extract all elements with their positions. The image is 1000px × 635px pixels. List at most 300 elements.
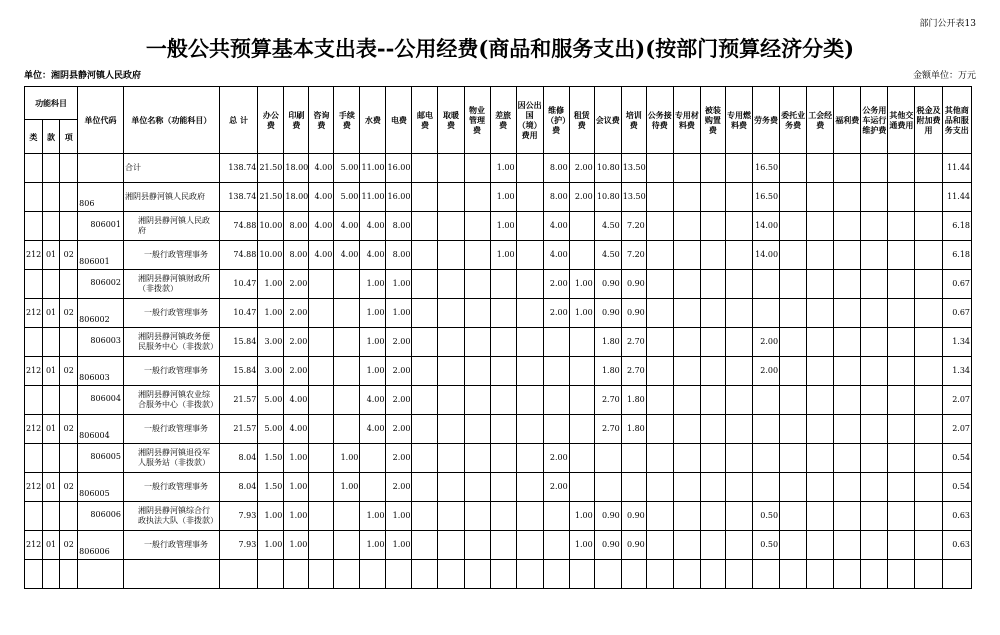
cell-value: 0.54 — [942, 473, 971, 502]
cell-lei: 212 — [25, 357, 43, 386]
table-row — [25, 270, 972, 299]
cell-value: 7.20 — [621, 241, 646, 270]
cell-value — [464, 270, 490, 299]
cell-value: 2.00 — [569, 154, 594, 183]
cell-value: 0.90 — [594, 531, 621, 560]
table-row — [25, 473, 972, 502]
cell-value — [834, 386, 861, 415]
cell-value: 3.00 — [258, 357, 284, 386]
cell-value: 11.44 — [942, 183, 971, 212]
cell-value: 2.00 — [284, 357, 309, 386]
cell-unit-code: 806003 — [78, 357, 124, 386]
cell-value — [861, 241, 888, 270]
cell-value: 0.90 — [621, 502, 646, 531]
cell-value — [753, 444, 780, 473]
cell-value — [438, 270, 464, 299]
cell-value — [861, 444, 888, 473]
cell-value: 16.00 — [386, 183, 412, 212]
cell-value — [700, 444, 725, 473]
cell-value — [888, 299, 915, 328]
cell-kuan — [42, 444, 60, 473]
cell-value — [438, 357, 464, 386]
cell-value — [807, 328, 834, 357]
cell-value: 8.00 — [386, 212, 412, 241]
cell-value: 1.00 — [569, 502, 594, 531]
cell-value — [888, 154, 915, 183]
cell-value: 1.00 — [258, 270, 284, 299]
cell-unit-name: 一般行政管理事务 — [123, 531, 219, 560]
header-kuan: 款 — [42, 120, 60, 154]
cell-value — [888, 531, 915, 560]
cell-value: 11.44 — [942, 154, 971, 183]
cell-value: 10.80 — [594, 154, 621, 183]
cell-value: 18.00 — [284, 154, 309, 183]
cell-value — [334, 502, 360, 531]
cell-lei — [25, 183, 43, 212]
cell-xiang — [60, 154, 78, 183]
cell-value — [834, 183, 861, 212]
cell-value — [807, 299, 834, 328]
cell-value: 2.00 — [386, 386, 412, 415]
cell-value — [725, 328, 752, 357]
cell-value — [915, 212, 942, 241]
cell-value — [569, 473, 594, 502]
cell-value — [807, 415, 834, 444]
cell-value — [543, 328, 569, 357]
cell-value — [569, 444, 594, 473]
header-col-11: 维修（护）费 — [543, 87, 569, 154]
cell-value — [360, 560, 386, 589]
table-row — [25, 386, 972, 415]
cell-value — [646, 502, 673, 531]
cell-value: 1.00 — [360, 270, 386, 299]
cell-value: 21.50 — [258, 183, 284, 212]
cell-value — [807, 154, 834, 183]
cell-value — [861, 183, 888, 212]
cell-value — [700, 212, 725, 241]
cell-lei: 212 — [25, 241, 43, 270]
table-row — [25, 415, 972, 444]
cell-value: 1.80 — [594, 328, 621, 357]
cell-value — [543, 386, 569, 415]
cell-value — [725, 154, 752, 183]
cell-value: 4.00 — [284, 415, 309, 444]
cell-value: 1.00 — [258, 299, 284, 328]
cell-value — [834, 154, 861, 183]
cell-value: 5.00 — [334, 183, 360, 212]
cell-total: 7.93 — [219, 502, 258, 531]
cell-value: 1.00 — [258, 531, 284, 560]
cell-value — [309, 473, 334, 502]
cell-kuan: 01 — [42, 357, 60, 386]
cell-value — [516, 154, 543, 183]
cell-value — [888, 560, 915, 589]
cell-value — [725, 270, 752, 299]
cell-value — [438, 415, 464, 444]
cell-value — [438, 560, 464, 589]
cell-value — [780, 560, 807, 589]
header-col-5: 电费 — [386, 87, 412, 154]
budget-table — [24, 86, 972, 589]
cell-value: 0.90 — [594, 299, 621, 328]
cell-value — [725, 241, 752, 270]
header-col-22: 福利费 — [834, 87, 861, 154]
cell-value — [334, 357, 360, 386]
cell-value — [807, 183, 834, 212]
cell-value — [646, 415, 673, 444]
cell-value — [700, 386, 725, 415]
cell-value — [915, 154, 942, 183]
table-row — [25, 154, 972, 183]
cell-kuan: 01 — [42, 415, 60, 444]
cell-unit-name: 湘阴县静河镇财政所（非拨款） — [123, 270, 219, 299]
cell-value: 1.00 — [490, 183, 516, 212]
cell-unit-name: 合计 — [123, 154, 219, 183]
cell-value — [915, 415, 942, 444]
cell-value — [543, 502, 569, 531]
cell-unit-code: 806002 — [78, 270, 124, 299]
cell-value — [569, 212, 594, 241]
cell-value: 0.67 — [942, 299, 971, 328]
amount-unit: 金额单位：万元 — [912, 71, 976, 81]
cell-value — [412, 386, 438, 415]
cell-unit-code: 806005 — [78, 444, 124, 473]
header-col-24: 其他交通费用 — [888, 87, 915, 154]
header-col-6: 邮电费 — [412, 87, 438, 154]
cell-total: 15.84 — [219, 357, 258, 386]
cell-value — [569, 328, 594, 357]
cell-value — [673, 502, 700, 531]
cell-value — [360, 473, 386, 502]
cell-value: 2.00 — [543, 444, 569, 473]
cell-value: 1.00 — [569, 270, 594, 299]
cell-kuan — [42, 560, 60, 589]
cell-value — [464, 299, 490, 328]
cell-value — [834, 212, 861, 241]
cell-value — [464, 357, 490, 386]
cell-value — [334, 386, 360, 415]
cell-value — [753, 560, 780, 589]
cell-value — [412, 212, 438, 241]
cell-value: 8.00 — [543, 183, 569, 212]
cell-value — [861, 357, 888, 386]
cell-value — [915, 444, 942, 473]
cell-value: 5.00 — [258, 386, 284, 415]
cell-value — [834, 241, 861, 270]
cell-lei — [25, 328, 43, 357]
cell-value: 1.00 — [284, 502, 309, 531]
cell-value: 2.07 — [942, 415, 971, 444]
cell-value — [438, 473, 464, 502]
cell-value: 2.00 — [386, 415, 412, 444]
cell-unit-name: 一般行政管理事务 — [123, 415, 219, 444]
table-row — [25, 502, 972, 531]
cell-value: 10.00 — [258, 212, 284, 241]
cell-value: 1.00 — [258, 502, 284, 531]
cell-value: 1.80 — [594, 357, 621, 386]
cell-value — [700, 328, 725, 357]
cell-total — [219, 560, 258, 589]
cell-value: 4.50 — [594, 212, 621, 241]
table-row — [25, 299, 972, 328]
cell-value — [700, 415, 725, 444]
cell-value: 1.00 — [386, 531, 412, 560]
cell-value: 2.00 — [386, 328, 412, 357]
cell-value — [490, 415, 516, 444]
cell-value: 2.00 — [543, 473, 569, 502]
cell-value: 4.50 — [594, 241, 621, 270]
cell-kuan — [42, 328, 60, 357]
cell-value — [621, 560, 646, 589]
header-col-16: 专用材料费 — [673, 87, 700, 154]
cell-value: 2.00 — [386, 357, 412, 386]
cell-value: 1.00 — [284, 531, 309, 560]
unit-label: 单位：湘阴县静河镇人民政府 — [24, 71, 142, 81]
cell-value — [516, 270, 543, 299]
cell-kuan — [42, 183, 60, 212]
cell-value — [861, 473, 888, 502]
cell-unit-code: 806006 — [78, 502, 124, 531]
cell-value — [700, 502, 725, 531]
cell-total: 15.84 — [219, 328, 258, 357]
cell-value — [464, 502, 490, 531]
cell-unit-name: 湘阴县静河镇人民政府 — [123, 183, 219, 212]
cell-value — [780, 241, 807, 270]
cell-value — [646, 444, 673, 473]
cell-value — [780, 183, 807, 212]
cell-value — [725, 357, 752, 386]
cell-value — [861, 386, 888, 415]
cell-unit-code: 806004 — [78, 415, 124, 444]
cell-value — [516, 299, 543, 328]
cell-xiang — [60, 328, 78, 357]
cell-value — [915, 328, 942, 357]
cell-value — [861, 299, 888, 328]
header-col-4: 水费 — [360, 87, 386, 154]
cell-value — [258, 560, 284, 589]
cell-value — [516, 502, 543, 531]
cell-value: 1.00 — [284, 473, 309, 502]
cell-xiang: 02 — [60, 531, 78, 560]
cell-value — [888, 328, 915, 357]
cell-kuan — [42, 154, 60, 183]
cell-value: 2.00 — [569, 183, 594, 212]
cell-value: 2.00 — [753, 357, 780, 386]
table-row — [25, 183, 972, 212]
cell-value — [753, 415, 780, 444]
cell-value — [915, 270, 942, 299]
cell-value: 6.18 — [942, 241, 971, 270]
cell-value: 2.00 — [284, 270, 309, 299]
cell-value — [516, 183, 543, 212]
cell-value — [807, 386, 834, 415]
cell-value: 0.90 — [621, 270, 646, 299]
cell-value — [673, 328, 700, 357]
cell-value — [464, 415, 490, 444]
cell-value: 0.63 — [942, 531, 971, 560]
cell-value — [753, 299, 780, 328]
cell-value: 8.00 — [386, 241, 412, 270]
cell-value — [700, 357, 725, 386]
cell-value: 2.70 — [594, 386, 621, 415]
cell-value — [438, 502, 464, 531]
header-col-18: 专用燃料费 — [725, 87, 752, 154]
header-func-subject: 功能科目 — [25, 87, 78, 120]
cell-value — [673, 154, 700, 183]
header-col-23: 公务用车运行维护费 — [861, 87, 888, 154]
cell-value — [516, 531, 543, 560]
cell-value: 4.00 — [309, 241, 334, 270]
cell-value: 4.00 — [309, 154, 334, 183]
cell-value — [807, 357, 834, 386]
cell-xiang: 02 — [60, 473, 78, 502]
cell-value — [438, 154, 464, 183]
cell-value: 4.00 — [360, 241, 386, 270]
cell-value — [516, 328, 543, 357]
cell-xiang: 02 — [60, 241, 78, 270]
cell-value — [780, 415, 807, 444]
cell-value — [464, 212, 490, 241]
cell-value: 10.00 — [258, 241, 284, 270]
table-row — [25, 212, 972, 241]
cell-value — [490, 531, 516, 560]
cell-unit-name: 湘阴县静河镇综合行政执法大队（非拨款） — [123, 502, 219, 531]
cell-value — [309, 270, 334, 299]
cell-value: 0.90 — [621, 299, 646, 328]
cell-total: 7.93 — [219, 531, 258, 560]
cell-value — [464, 444, 490, 473]
cell-value — [516, 473, 543, 502]
cell-value — [861, 502, 888, 531]
cell-total: 21.57 — [219, 386, 258, 415]
cell-xiang — [60, 502, 78, 531]
cell-value: 2.70 — [621, 357, 646, 386]
cell-value — [334, 531, 360, 560]
cell-value: 13.50 — [621, 183, 646, 212]
cell-value — [673, 444, 700, 473]
cell-value — [834, 473, 861, 502]
cell-value — [673, 473, 700, 502]
cell-value — [516, 444, 543, 473]
cell-value — [861, 415, 888, 444]
cell-value — [543, 560, 569, 589]
cell-value — [621, 444, 646, 473]
cell-value — [594, 444, 621, 473]
cell-value — [780, 531, 807, 560]
cell-value — [888, 357, 915, 386]
cell-value — [673, 212, 700, 241]
cell-value — [646, 328, 673, 357]
cell-value — [915, 299, 942, 328]
cell-lei — [25, 212, 43, 241]
cell-value: 11.00 — [360, 183, 386, 212]
cell-value — [490, 386, 516, 415]
cell-total: 21.57 — [219, 415, 258, 444]
cell-value — [700, 183, 725, 212]
cell-value — [569, 357, 594, 386]
cell-value — [543, 531, 569, 560]
cell-value — [438, 386, 464, 415]
cell-value — [646, 560, 673, 589]
cell-value — [412, 270, 438, 299]
header-col-17: 被装购置费 — [700, 87, 725, 154]
cell-value — [807, 473, 834, 502]
cell-xiang — [60, 183, 78, 212]
cell-value — [725, 473, 752, 502]
cell-lei: 212 — [25, 473, 43, 502]
cell-value — [360, 444, 386, 473]
cell-value — [309, 531, 334, 560]
cell-value: 2.00 — [543, 299, 569, 328]
cell-total: 138.74 — [219, 183, 258, 212]
cell-unit-name: 湘阴县静河镇人民政府 — [123, 212, 219, 241]
cell-value — [464, 241, 490, 270]
cell-value — [412, 154, 438, 183]
cell-value — [888, 183, 915, 212]
cell-value: 1.80 — [621, 386, 646, 415]
cell-unit-name: 一般行政管理事务 — [123, 473, 219, 502]
cell-kuan — [42, 212, 60, 241]
cell-value — [543, 415, 569, 444]
cell-value — [780, 357, 807, 386]
cell-value — [646, 299, 673, 328]
cell-value: 1.00 — [569, 531, 594, 560]
cell-value — [438, 531, 464, 560]
cell-value — [673, 357, 700, 386]
cell-value: 0.90 — [594, 502, 621, 531]
cell-value — [753, 386, 780, 415]
cell-value: 2.70 — [621, 328, 646, 357]
cell-value: 1.00 — [490, 241, 516, 270]
cell-value — [490, 328, 516, 357]
cell-value — [673, 415, 700, 444]
cell-unit-name: 湘阴县静河镇农业综合服务中心（非拨款） — [123, 386, 219, 415]
cell-value: 4.00 — [360, 415, 386, 444]
cell-value — [807, 444, 834, 473]
cell-value — [464, 560, 490, 589]
cell-lei: 212 — [25, 415, 43, 444]
cell-lei — [25, 502, 43, 531]
cell-total: 8.04 — [219, 444, 258, 473]
header-total: 总 计 — [219, 87, 258, 154]
cell-value — [309, 386, 334, 415]
header-col-3: 手续费 — [334, 87, 360, 154]
cell-value — [334, 415, 360, 444]
cell-unit-code — [78, 560, 124, 589]
cell-value: 1.00 — [360, 502, 386, 531]
cell-value — [490, 299, 516, 328]
cell-value — [464, 386, 490, 415]
cell-value — [780, 386, 807, 415]
cell-value — [464, 531, 490, 560]
cell-value — [700, 241, 725, 270]
cell-unit-code: 806005 — [78, 473, 124, 502]
cell-value — [646, 154, 673, 183]
cell-value: 1.00 — [360, 531, 386, 560]
cell-xiang: 02 — [60, 357, 78, 386]
table-number: 部门公开表13 — [919, 19, 976, 29]
cell-value — [888, 270, 915, 299]
table-row — [25, 444, 972, 473]
cell-value — [942, 560, 971, 589]
cell-value — [915, 386, 942, 415]
cell-value — [888, 386, 915, 415]
cell-value — [861, 270, 888, 299]
cell-kuan: 01 — [42, 473, 60, 502]
cell-total: 8.04 — [219, 473, 258, 502]
cell-value: 4.00 — [309, 183, 334, 212]
cell-total: 74.88 — [219, 241, 258, 270]
